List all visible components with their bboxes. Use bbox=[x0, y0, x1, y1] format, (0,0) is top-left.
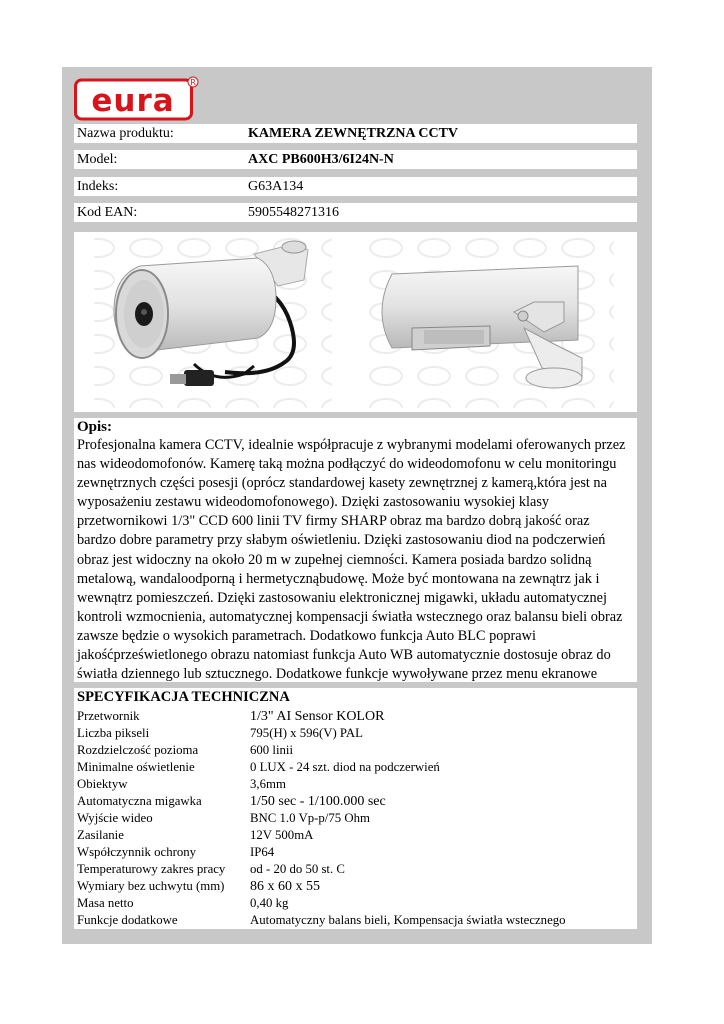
row-value: 5905548271316 bbox=[248, 205, 339, 220]
spec-row bbox=[74, 878, 637, 895]
spec-value: 600 linii bbox=[250, 743, 294, 757]
eura-logo bbox=[74, 75, 200, 121]
spec-row bbox=[74, 827, 637, 844]
spec-key: Współczynnik ochrony bbox=[77, 845, 197, 859]
row-value: AXC PB600H3/6I24N-N bbox=[248, 152, 394, 167]
row-value: KAMERA ZEWNĘTRZNA CCTV bbox=[248, 126, 459, 141]
spec-row bbox=[74, 708, 637, 725]
spec-value: 0 LUX - 24 szt. diod na podczerwień bbox=[250, 760, 440, 774]
camera-side-photo bbox=[362, 238, 614, 408]
spec-key: Automatyczna migawka bbox=[77, 794, 202, 808]
ean-row bbox=[74, 203, 637, 222]
index-row bbox=[74, 177, 637, 196]
spec-value: 1/50 sec - 1/100.000 sec bbox=[250, 794, 386, 809]
description-text: Profesjonalna kamera CCTV, idealnie współpracuje z wybranymi modelami oferowanych przez nas wideodomofonów. Kamerę taką można podłączyć do wideodomofonu w celu monitoringu zewnętrznych części posesji (oprócz standardowej kasety zewnętrznej z kamerą,która jest na wyposażeniu zestawu wideodomofonowego). Dzięki zastosowaniu wysokiej klasy przetwornikowi 1/3" CCD 600 linii TV firmy SHARP obraz ma bardzo dobrą jakość oraz bardzo dobre parametry przy słabym oświetleniu. Dzięki zastosowaniu diod na podczerwień obraz jest widoczny na około 20 m w zupełnej ciemności. Kamera posiada bardzo solidną metalową, wandaloodporną i hermetycznąbudowę. Może być montowana na zewnątrz jak i wewnątrz pomieszczeń. Dzięki zastosowaniu elektronicznej migawki, układu automatycznej kontroli wzmocnienia, automatycznej kompensacji światła wstecznego oraz balansu bieli obraz zawsze będzie o wysokich parametrach. Dodatkowo funkcja Auto BLC poprawi jakośćprześwietlonego obrazu natomiast funkcja Auto WB automatycznie dostosuje obraz do światła dziennego lub sztucznego. Dodatkowe funkcje wywoływane przez menu ekranowe bbox=[77, 437, 626, 682]
spec-value: 3,6mm bbox=[250, 777, 286, 791]
description-section bbox=[74, 418, 637, 682]
spec-value: IP64 bbox=[250, 845, 275, 859]
row-label: Kod EAN: bbox=[77, 205, 138, 220]
row-value: G63A134 bbox=[248, 179, 304, 194]
svg-text:eura: eura bbox=[91, 83, 175, 119]
spec-row bbox=[74, 725, 637, 742]
product-name-row bbox=[74, 124, 637, 143]
spec-row bbox=[74, 810, 637, 827]
spec-key: Temperaturowy zakres pracy bbox=[77, 862, 226, 876]
spec-key: Masa netto bbox=[77, 896, 134, 910]
spec-key: Funkcje dodatkowe bbox=[77, 913, 178, 927]
specifications-heading: SPECYFIKACJA TECHNICZNA bbox=[77, 689, 290, 705]
spec-key: Wymiary bez uchwytu (mm) bbox=[77, 879, 225, 893]
spec-row bbox=[74, 844, 637, 861]
spec-value: 1/3" AI Sensor KOLOR bbox=[250, 709, 385, 724]
spec-row bbox=[74, 776, 637, 793]
row-label: Nazwa produktu: bbox=[77, 126, 174, 141]
spec-row bbox=[74, 861, 637, 878]
product-photos bbox=[74, 232, 637, 412]
spec-row bbox=[74, 895, 637, 912]
spec-key: Wyjście wideo bbox=[77, 811, 153, 825]
spec-key: Przetwornik bbox=[77, 709, 140, 723]
spec-value: Automatyczny balans bieli, Kompensacja światła wstecznego bbox=[250, 913, 566, 927]
row-label: Model: bbox=[77, 152, 118, 167]
spec-key: Rozdzielczość pozioma bbox=[77, 743, 199, 757]
spec-row bbox=[74, 742, 637, 759]
svg-text:R: R bbox=[190, 78, 196, 87]
spec-key: Minimalne oświetlenie bbox=[77, 760, 195, 774]
spec-value: 86 x 60 x 55 bbox=[250, 879, 320, 894]
spec-value: od - 20 do 50 st. C bbox=[250, 862, 345, 876]
spec-key: Obiektyw bbox=[77, 777, 128, 791]
row-label: Indeks: bbox=[77, 179, 119, 194]
spec-value: 12V 500mA bbox=[250, 828, 314, 842]
model-row bbox=[74, 150, 637, 169]
spec-row bbox=[74, 793, 637, 810]
camera-front-photo bbox=[94, 238, 332, 408]
description-heading: Opis: bbox=[77, 419, 113, 435]
spec-key: Liczba pikseli bbox=[77, 726, 150, 740]
spec-value: BNC 1.0 Vp-p/75 Ohm bbox=[250, 811, 370, 825]
spec-row bbox=[74, 759, 637, 776]
specifications-section bbox=[74, 688, 637, 929]
spec-value: 795(H) x 596(V) PAL bbox=[250, 726, 363, 740]
spec-value: 0,40 kg bbox=[250, 896, 289, 910]
spec-row bbox=[74, 912, 637, 929]
spec-key: Zasilanie bbox=[77, 828, 124, 842]
